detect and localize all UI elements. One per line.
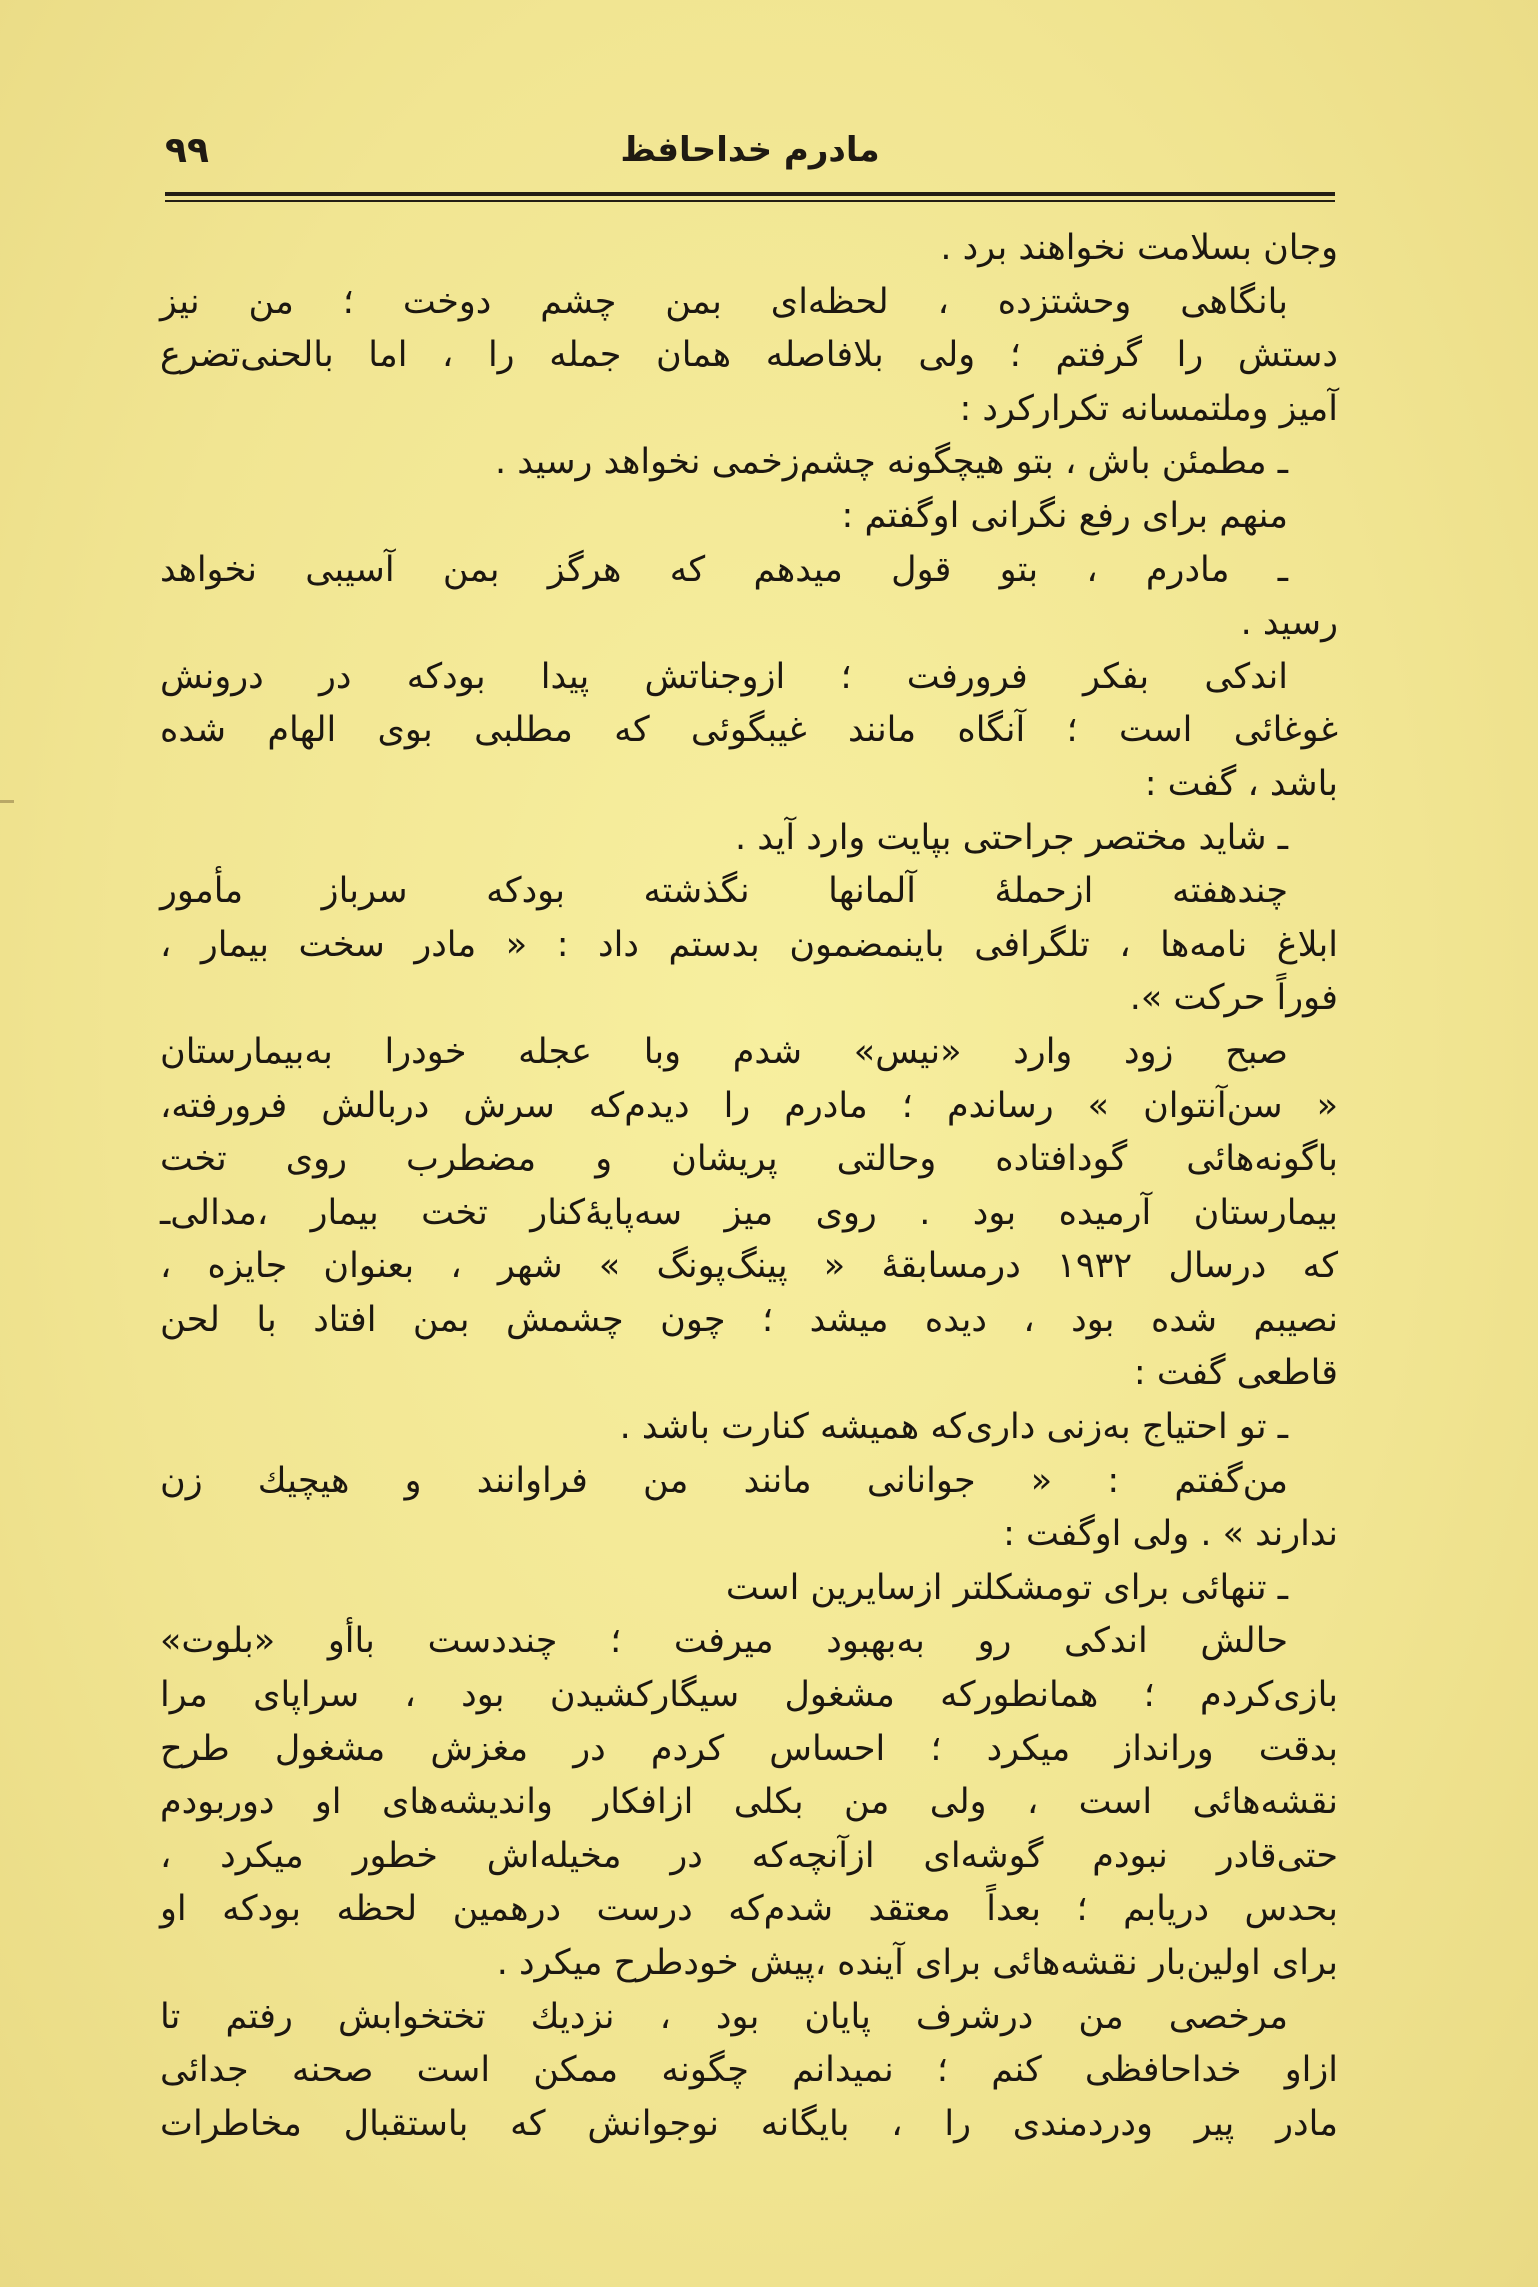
text-line: چندهفته ازحملهٔ آلمانها نگذشته بودکه سرباز مأمور xyxy=(160,871,1288,912)
text-line: ابلاغ نامه‌ها ، تلگرافی باینمضمون بدستم داد : « مادر سخت بیمار ، xyxy=(160,924,1338,965)
text-line: بدقت ورانداز میکرد ؛ احساس کردم در مغزش مشغول طرح xyxy=(160,1728,1338,1769)
text-line: ـ تنهائی برای تومشکلتر ازسایرین است xyxy=(725,1567,1288,1608)
text-line: مرخصی من درشرف پایان بود ، نزدیك تختخوابش رفتم تا xyxy=(160,1996,1288,2037)
text-line: دستش را گرفتم ؛ ولی بلافاصله همان جمله را ، اما بالحنی‌تضرع xyxy=(160,335,1338,376)
header-rule-thick xyxy=(165,192,1335,196)
running-title: مادرم خداحافظ xyxy=(620,130,880,170)
text-line: حالش اندکی رو به‌بهبود میرفت ؛ چنددست باأو «بلوت» xyxy=(160,1621,1288,1662)
margin-mark xyxy=(0,800,14,803)
text-line: نقشه‌هائی است ، ولی من بکلی ازافکار واندیشه‌های او دوربودم xyxy=(160,1782,1338,1823)
text-line: برای اولین‌بار نقشه‌هائی برای آینده ،پیش خودطرح میکرد . xyxy=(496,1943,1338,1983)
text-line: اندکی بفکر فرورفت ؛ ازوجناتش پیدا بودکه در درونش xyxy=(160,656,1288,697)
text-line: ـ مطمئن باش ، بتو هیچگونه چشم‌زخمی نخواهد رسید . xyxy=(495,442,1288,483)
header-rule-thin xyxy=(165,200,1335,202)
text-line: حتی‌قادر نبودم گوشه‌ای ازآنچه‌که در مخیله‌اش خطور میکرد ، xyxy=(160,1835,1338,1876)
text-line: ـ شاید مختصر جراحتی بپایت وارد آید . xyxy=(735,817,1288,858)
text-line: صبح زود وارد «نیس» شدم وبا عجله خودرا به‌بیمارستان xyxy=(160,1031,1288,1072)
text-line: آمیز وملتمسانه تکرارکرد : xyxy=(959,388,1338,429)
text-line: نصیبم شده بود ، دیده میشد ؛ چون چشمش بمن افتاد با لحن xyxy=(160,1299,1338,1340)
text-line: منهم برای رفع نگرانی اوگفتم : xyxy=(841,495,1288,536)
text-line: فوراً حرکت ». xyxy=(1129,978,1338,1019)
text-line: بحدس دریابم ؛ بعداً معتقد شدم‌که درست درهمین لحظه بودکه او xyxy=(160,1889,1338,1930)
text-line: بازی‌کردم ؛ همانطورکه مشغول سیگارکشیدن بود ، سراپای مرا xyxy=(160,1675,1338,1716)
page-header xyxy=(165,130,1335,190)
text-line: مادر پیر ودردمندی را ، بایگانه نوجوانش که باستقبال مخاطرات xyxy=(160,2103,1338,2144)
body-text xyxy=(160,222,1338,2151)
text-line: ازاو خداحافظی کنم ؛ نمیدانم چگونه ممکن است صحنه جدائی xyxy=(160,2050,1338,2091)
text-line: « سن‌آنتوان » رساندم ؛ مادرم را دیدم‌که سرش دربالش فرورفته، xyxy=(160,1085,1338,1126)
text-line: باگونه‌هائی گودافتاده وحالتی پریشان و مضطرب روی تخت xyxy=(160,1139,1338,1180)
text-line: بیمارستان آرمیده بود . روی میز سه‌پایهٔ‌کنار تخت بیمار ،مدالی‌ـ xyxy=(160,1192,1338,1233)
text-line: ندارند » . ولی اوگفت : xyxy=(1003,1514,1338,1555)
text-line: ـ تو احتیاج به‌زنی داری‌که همیشه کنارت باشد . xyxy=(619,1407,1288,1448)
text-line: قاطعی گفت : xyxy=(1133,1353,1338,1394)
text-line: بانگاهی وحشتزده ، لحظه‌ای بمن چشم دوخت ؛ من نیز xyxy=(160,281,1288,322)
text-line: وجان بسلامت نخواهند برد . xyxy=(940,228,1338,268)
text-line: غوغائی است ؛ آنگاه مانند غیبگوئی که مطلبی بوی الهام شده xyxy=(160,710,1338,751)
text-line: رسید . xyxy=(1240,603,1338,644)
text-line: ـ مادرم ، بتو قول میدهم که هرگز بمن آسیبی نخواهد xyxy=(160,549,1288,590)
page-number: ۹۹ xyxy=(165,130,209,171)
text-line: که درسال ۱۹۳۲ درمسابقهٔ « پینگ‌پونگ » شهر ، بعنوان جایزه ، xyxy=(160,1246,1339,1287)
text-line: من‌گفتم : « جوانانی مانند من فراوانند و هیچیك زن xyxy=(160,1460,1288,1501)
text-line: باشد ، گفت : xyxy=(1144,763,1338,804)
